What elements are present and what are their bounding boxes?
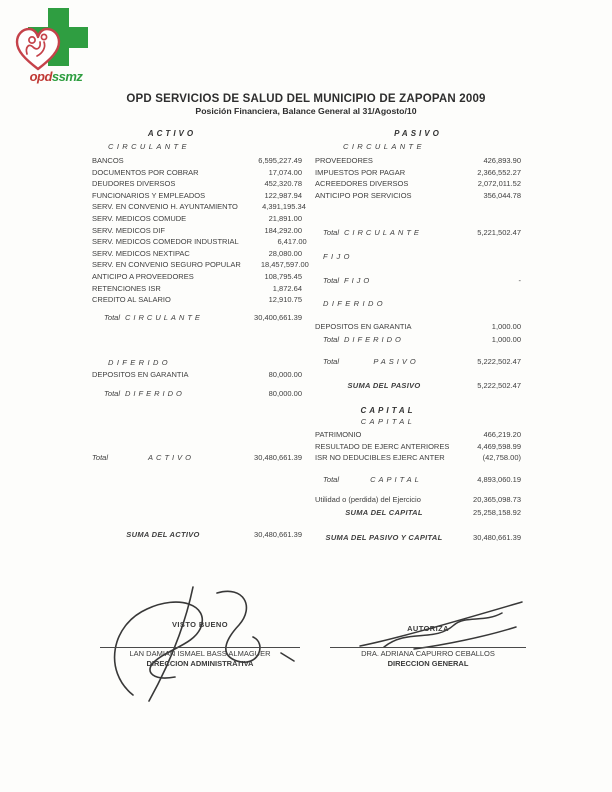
page-subtitle: Posición Financiera, Balance General al 31/Agosto/10 bbox=[195, 106, 417, 116]
row-label: SERV. MEDICOS DIF bbox=[92, 225, 165, 235]
row-value: 2,072,011.52 bbox=[477, 179, 521, 189]
signature-block-general bbox=[330, 624, 526, 669]
page-title: OPD SERVICIOS DE SALUD DEL MUNICIPIO DE ZAPOPAN 2009 bbox=[126, 93, 486, 105]
total-prefix: Total bbox=[323, 356, 339, 366]
total-label: DIFERIDO bbox=[344, 335, 404, 345]
row-value: (42,758.00) bbox=[482, 453, 521, 463]
total-value: 1,000.00 bbox=[491, 335, 521, 345]
liability-row bbox=[315, 190, 521, 202]
total-prefix: Total bbox=[323, 228, 339, 238]
row-label: SERV. EN CONVENIO SEGURO POPULAR bbox=[92, 260, 241, 270]
row-label: BANCOS bbox=[92, 156, 124, 165]
row-label: ISR NO DEDUCIBLES EJERC ANTER bbox=[315, 453, 445, 463]
suma-value: 30,480,661.39 bbox=[473, 532, 521, 542]
pasivo-fijo-heading: FIJO bbox=[323, 251, 353, 261]
row-label: Utilidad o (perdida) del Ejercicio bbox=[315, 495, 421, 505]
asset-row bbox=[92, 213, 302, 225]
total-label: CIRCULANTE bbox=[125, 312, 203, 322]
suma-label: SUMA DEL PASIVO bbox=[347, 381, 421, 391]
suma-del-capital bbox=[315, 507, 521, 519]
suma-value: 5,222,502.47 bbox=[477, 381, 521, 391]
row-value: 4,391,195.34 bbox=[262, 202, 306, 212]
activo-circulante-heading: CIRCULANTE bbox=[108, 142, 190, 151]
row-label: DEPOSITOS EN GARANTIA bbox=[92, 370, 189, 380]
utilidad-row bbox=[315, 494, 521, 506]
row-label: SERV. MEDICOS COMUDE bbox=[92, 213, 187, 223]
row-label: FUNCIONARIOS Y EMPLEADOS bbox=[92, 190, 206, 200]
logo-text-opd: opd bbox=[29, 69, 52, 84]
total-value: 30,480,661.39 bbox=[254, 452, 302, 462]
liability-row bbox=[315, 321, 521, 333]
total-label: FIJO bbox=[344, 275, 373, 285]
row-label: SERV. EN CONVENIO H. AYUNTAMIENTO bbox=[92, 202, 238, 212]
logo-text bbox=[14, 70, 98, 84]
row-label: SERV. MEDICOS COMEDOR INDUSTRIAL bbox=[92, 237, 239, 247]
total-label: ACTIVO bbox=[148, 452, 194, 462]
total-pasivo bbox=[323, 356, 521, 368]
activo-section-title: ACTIVO bbox=[147, 129, 197, 138]
signer-name: DRA. ADRIANA CAPURRO CEBALLOS bbox=[361, 649, 495, 658]
signer-title: DIRECCION ADMINISTRATIVA bbox=[146, 659, 254, 668]
asset-row bbox=[92, 236, 307, 248]
row-value: 108,795.45 bbox=[264, 271, 302, 281]
row-label: CREDITO AL SALARIO bbox=[92, 295, 171, 305]
total-fijo bbox=[323, 275, 521, 287]
activo-column bbox=[92, 128, 309, 541]
row-value: 452,320.78 bbox=[264, 179, 302, 189]
row-label: DOCUMENTOS POR COBRAR bbox=[92, 167, 199, 177]
row-value: 20,365,098.73 bbox=[473, 495, 521, 505]
green-cross-heart-icon bbox=[14, 6, 98, 72]
suma-label: SUMA DEL CAPITAL bbox=[345, 507, 423, 517]
suma-del-pasivo-y-capital bbox=[315, 532, 521, 544]
row-label: PATRIMONIO bbox=[315, 429, 362, 439]
total-value: 80,000.00 bbox=[268, 388, 302, 398]
total-value: 30,400,661.39 bbox=[254, 312, 302, 322]
suma-label: SUMA DEL ACTIVO bbox=[126, 530, 200, 540]
row-label: RESULTADO DE EJERC ANTERIORES bbox=[315, 441, 450, 451]
total-value: 4,893,060.19 bbox=[477, 474, 521, 484]
activo-circulante-rows bbox=[92, 155, 309, 306]
suma-del-activo bbox=[92, 529, 302, 541]
capital-subtitle: CAPITAL bbox=[360, 416, 416, 426]
visto-bueno-label: VISTO BUENO bbox=[172, 620, 228, 629]
row-value: 122,987.94 bbox=[264, 190, 302, 200]
row-value: 6,595,227.49 bbox=[258, 156, 302, 165]
asset-row bbox=[92, 271, 302, 283]
row-label: RETENCIONES ISR bbox=[92, 283, 161, 293]
suma-value: 30,480,661.39 bbox=[254, 530, 302, 540]
opdssmz-logo bbox=[14, 6, 100, 102]
total-label: DIFERIDO bbox=[125, 388, 185, 398]
activo-diferido-heading: DIFERIDO bbox=[108, 358, 172, 368]
total-capital bbox=[323, 474, 521, 486]
row-value: 4,469,598.99 bbox=[477, 441, 521, 451]
total-label: CAPITAL bbox=[370, 474, 422, 484]
asset-row bbox=[92, 201, 306, 213]
capital-row bbox=[315, 452, 521, 464]
liability-row bbox=[315, 178, 521, 190]
row-label: ANTICIPO POR SERVICIOS bbox=[315, 190, 412, 200]
signature-line bbox=[100, 647, 300, 648]
total-value: 5,221,502.47 bbox=[477, 228, 521, 238]
signer-name: LAN DAMIAN ISMAEL BASS ALMAGUER bbox=[129, 649, 271, 658]
row-label: ACREEDORES DIVERSOS bbox=[315, 179, 409, 189]
row-value: 12,910.75 bbox=[268, 295, 302, 305]
row-value: 1,872.64 bbox=[272, 283, 302, 293]
total-label: PASIVO bbox=[373, 356, 419, 366]
total-circulante-activo bbox=[104, 312, 302, 324]
pasivo-section-title: PASIVO bbox=[394, 129, 442, 138]
total-prefix: Total bbox=[323, 335, 339, 345]
signature-block-administrativa bbox=[100, 620, 300, 669]
liability-row bbox=[315, 155, 521, 167]
capital-section-title: CAPITAL bbox=[360, 405, 416, 415]
total-value: 5,222,502.47 bbox=[477, 356, 521, 366]
asset-row bbox=[92, 283, 302, 295]
total-prefix: Total bbox=[104, 388, 120, 398]
row-value: 6,417.00 bbox=[277, 237, 307, 247]
row-label: ANTICIPO A PROVEEDORES bbox=[92, 271, 194, 281]
asset-row bbox=[92, 155, 302, 167]
total-diferido-pasivo bbox=[323, 334, 521, 346]
row-value: 2,366,552.27 bbox=[477, 167, 521, 177]
row-label: PROVEEDORES bbox=[315, 156, 373, 165]
row-value: 17,074.00 bbox=[268, 167, 302, 177]
signature-line bbox=[330, 647, 526, 648]
row-value: 21,891.00 bbox=[268, 213, 302, 223]
suma-value: 25,258,158.92 bbox=[473, 507, 521, 517]
asset-row bbox=[92, 225, 302, 237]
liability-row bbox=[315, 167, 521, 179]
capital-rows bbox=[315, 429, 521, 464]
row-value: 466,219.20 bbox=[483, 429, 521, 439]
capital-row bbox=[315, 429, 521, 441]
suma-del-pasivo bbox=[315, 380, 521, 392]
row-value: 28,080.00 bbox=[268, 248, 302, 258]
pasivo-capital-column bbox=[315, 128, 521, 543]
asset-row bbox=[92, 167, 302, 179]
total-prefix: Total bbox=[323, 275, 339, 285]
total-value: - bbox=[518, 275, 521, 285]
row-value: 184,292.00 bbox=[264, 225, 302, 235]
row-label: IMPUESTOS POR PAGAR bbox=[315, 167, 406, 177]
total-activo bbox=[92, 452, 302, 464]
row-label: SERV. MEDICOS NEXTIPAC bbox=[92, 248, 190, 258]
total-prefix: Total bbox=[92, 452, 108, 462]
suma-label: SUMA DEL PASIVO Y CAPITAL bbox=[325, 532, 443, 542]
row-label: DEPOSITOS EN GARANTIA bbox=[315, 321, 412, 331]
pasivo-diferido-heading: DIFERIDO bbox=[323, 298, 387, 308]
asset-row bbox=[92, 294, 302, 306]
total-diferido-activo bbox=[104, 388, 302, 400]
signer-title: DIRECCION GENERAL bbox=[387, 659, 469, 668]
pasivo-circulante-rows bbox=[315, 155, 521, 201]
total-prefix: Total bbox=[323, 474, 339, 484]
autoriza-label: AUTORIZA bbox=[407, 624, 449, 633]
row-value: 1,000.00 bbox=[491, 321, 521, 331]
capital-row bbox=[315, 441, 521, 453]
row-value: 356,044.78 bbox=[483, 190, 521, 200]
total-prefix: Total bbox=[104, 312, 120, 322]
asset-row bbox=[92, 190, 302, 202]
asset-row bbox=[92, 248, 302, 260]
asset-row bbox=[92, 369, 302, 381]
document-header bbox=[0, 93, 612, 117]
logo-text-ssmz: ssmz bbox=[51, 69, 83, 84]
total-label: CIRCULANTE bbox=[344, 228, 422, 238]
row-value: 426,893.90 bbox=[483, 156, 521, 165]
row-label: DEUDORES DIVERSOS bbox=[92, 179, 176, 189]
asset-row bbox=[92, 259, 309, 271]
row-value: 18,457,597.00 bbox=[260, 260, 309, 270]
row-value: 80,000.00 bbox=[268, 370, 302, 380]
total-circulante-pasivo bbox=[323, 227, 521, 239]
asset-row bbox=[92, 178, 302, 190]
pasivo-circulante-heading: CIRCULANTE bbox=[343, 142, 425, 151]
